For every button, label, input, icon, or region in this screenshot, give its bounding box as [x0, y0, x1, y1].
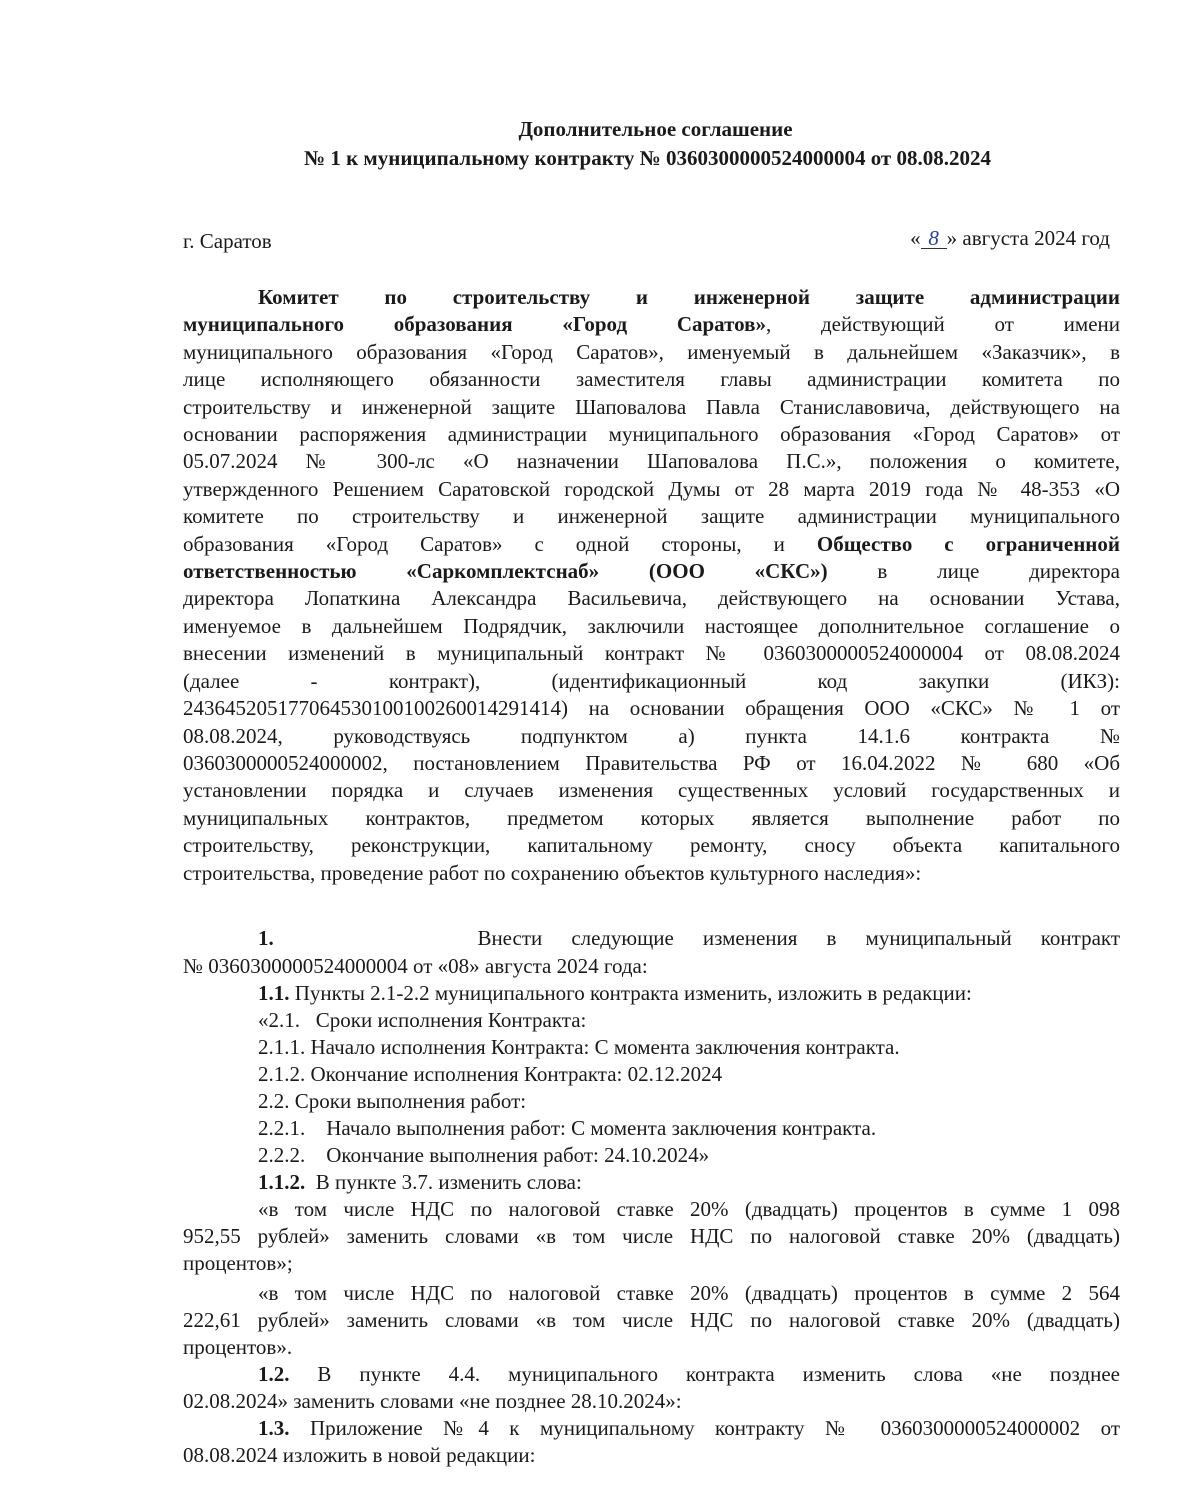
- clause-1-line-2: № 0360300000524000004 от «08» августа 2024 года:: [183, 954, 648, 978]
- clause-2-2-1: 2.2.1. Начало выполнения работ: С момента заключения контракта.: [258, 1116, 877, 1140]
- preamble-line: муниципальных контрактов, предметом которых является выполнение работ по: [183, 805, 1120, 830]
- vat-1-line-2: 952,55 рублей» заменить словами «в том числе НДС по налоговой ставке 20% (двадцать): [183, 1224, 1120, 1248]
- vat-2-line-2: 222,61 рублей» заменить словами «в том числе НДС по налоговой ставке 20% (двадцать): [183, 1308, 1120, 1332]
- preamble-line: образования «Город Саратов» с одной стороны, и Общество с ограниченной: [183, 531, 1120, 556]
- clause-2-1-2: 2.1.2. Окончание исполнения Контракта: 02.12.2024: [258, 1062, 723, 1086]
- preamble-line: муниципального образования «Город Саратов», действующий от имени: [183, 312, 1121, 337]
- city: г. Саратов: [183, 229, 272, 253]
- clause-1-2-line-1: 1.2. В пункте 4.4. муниципального контракта изменить слова «не позднее: [258, 1362, 1120, 1386]
- clause-2-2: 2.2. Сроки выполнения работ:: [258, 1089, 527, 1113]
- date-rest: » августа 2024 год: [946, 226, 1110, 250]
- clause-2-1: «2.1. Сроки исполнения Контракта:: [258, 1008, 587, 1032]
- clause-1-3-line-1: 1.3. Приложение №4 к муниципальному контракту № 0360300000524000002 от: [258, 1416, 1120, 1440]
- clause-1-2-line-2: 02.08.2024» заменить словами «не позднее 28.10.2024»:: [183, 1389, 682, 1413]
- preamble-line: комитете по строительству и инженерной защите администрации муниципального: [183, 504, 1120, 529]
- preamble-line: Комитет по строительству и инженерной защите администрации: [258, 285, 1120, 309]
- clause-1-3-line-2: 08.08.2024 изложить в новой редакции:: [183, 1443, 536, 1467]
- preamble-line: строительства, проведение работ по сохранению объектов культурного наследия»:: [183, 860, 922, 885]
- vat-2-line-1: «в том числе НДС по налоговой ставке 20% (двадцать) процентов в сумме 2 564: [258, 1281, 1120, 1305]
- clause-2-1-1: 2.1.1. Начало исполнения Контракта: С момента заключения контракта.: [258, 1035, 900, 1059]
- agreement-date: [910, 226, 1110, 251]
- preamble-line: утвержденного Решением Саратовской городской Думы от 28 марта 2019 года № 48-353 «О: [183, 476, 1120, 501]
- preamble-line: лице исполняющего обязанности заместителя главы администрации комитета по: [183, 367, 1120, 392]
- document-title: Дополнительное соглашение: [518, 117, 793, 141]
- preamble-line: внесении изменений в муниципальный контракт № 0360300000524000004 от 08.08.2024: [183, 641, 1120, 666]
- preamble-line: (далее - контракт), (идентификационный код закупки (ИКЗ):: [183, 668, 1120, 693]
- preamble-line: основании распоряжения администрации муниципального образования «Город Саратов» от: [183, 422, 1120, 447]
- handwritten-day: 8: [921, 228, 947, 249]
- preamble-line: 243645205177064530100100260014291414) на основании обращения ООО «СКС» № 1 от: [183, 696, 1120, 721]
- document-subtitle: № 1 к муниципальному контракту № 0360300000524000004 от 08.08.2024: [303, 146, 992, 170]
- clause-1-1: 1.1. Пункты 2.1-2.2 муниципального контракта изменить, изложить в редакции:: [258, 981, 972, 1005]
- preamble-line: строительству и инженерной защите Шаповалова Павла Станиславовича, действующего на: [183, 394, 1120, 419]
- date-open-quote: «: [910, 226, 921, 250]
- clause-2-2-2: 2.2.2. Окончание выполнения работ: 24.10.2024»: [258, 1143, 710, 1167]
- preamble-line: муниципального образования «Город Саратов», именуемый в дальнейшем «Заказчик», в: [183, 339, 1120, 364]
- clause-1-line-1: 1. Внести следующие изменения в муниципальный контракт: [258, 926, 1121, 950]
- preamble-line: установлении порядка и случаев изменения существенных условий государственных и: [183, 778, 1120, 803]
- preamble-line: строительству, реконструкции, капитальному ремонту, сносу объекта капитального: [183, 833, 1120, 858]
- preamble-line: 05.07.2024 № 300-лс «О назначении Шаповалова П.С.», положения о комитете,: [183, 449, 1120, 474]
- preamble-line: ответственностью «Саркомплектснаб» (ООО «СКС») в лице директора: [183, 559, 1120, 584]
- clause-1-1-2: 1.1.2. В пункте 3.7. изменить слова:: [258, 1170, 582, 1194]
- vat-1-line-1: «в том числе НДС по налоговой ставке 20% (двадцать) процентов в сумме 1 098: [258, 1197, 1120, 1221]
- preamble-line: именуемое в дальнейшем Подрядчик, заключили настоящее дополнительное соглашение о: [183, 613, 1120, 638]
- vat-1-line-3: процентов»;: [183, 1251, 293, 1275]
- preamble-paragraph: [183, 284, 1120, 887]
- preamble-line: 0360300000524000002, постановлением Правительства РФ от 16.04.2022 № 680 «Об: [183, 750, 1120, 775]
- preamble-line: директора Лопаткина Александра Васильевича, действующего на основании Устава,: [183, 586, 1120, 611]
- vat-2-line-3: процентов».: [183, 1335, 293, 1359]
- preamble-line: 08.08.2024, руководствуясь подпунктом а) пункта 14.1.6 контракта №: [183, 723, 1120, 748]
